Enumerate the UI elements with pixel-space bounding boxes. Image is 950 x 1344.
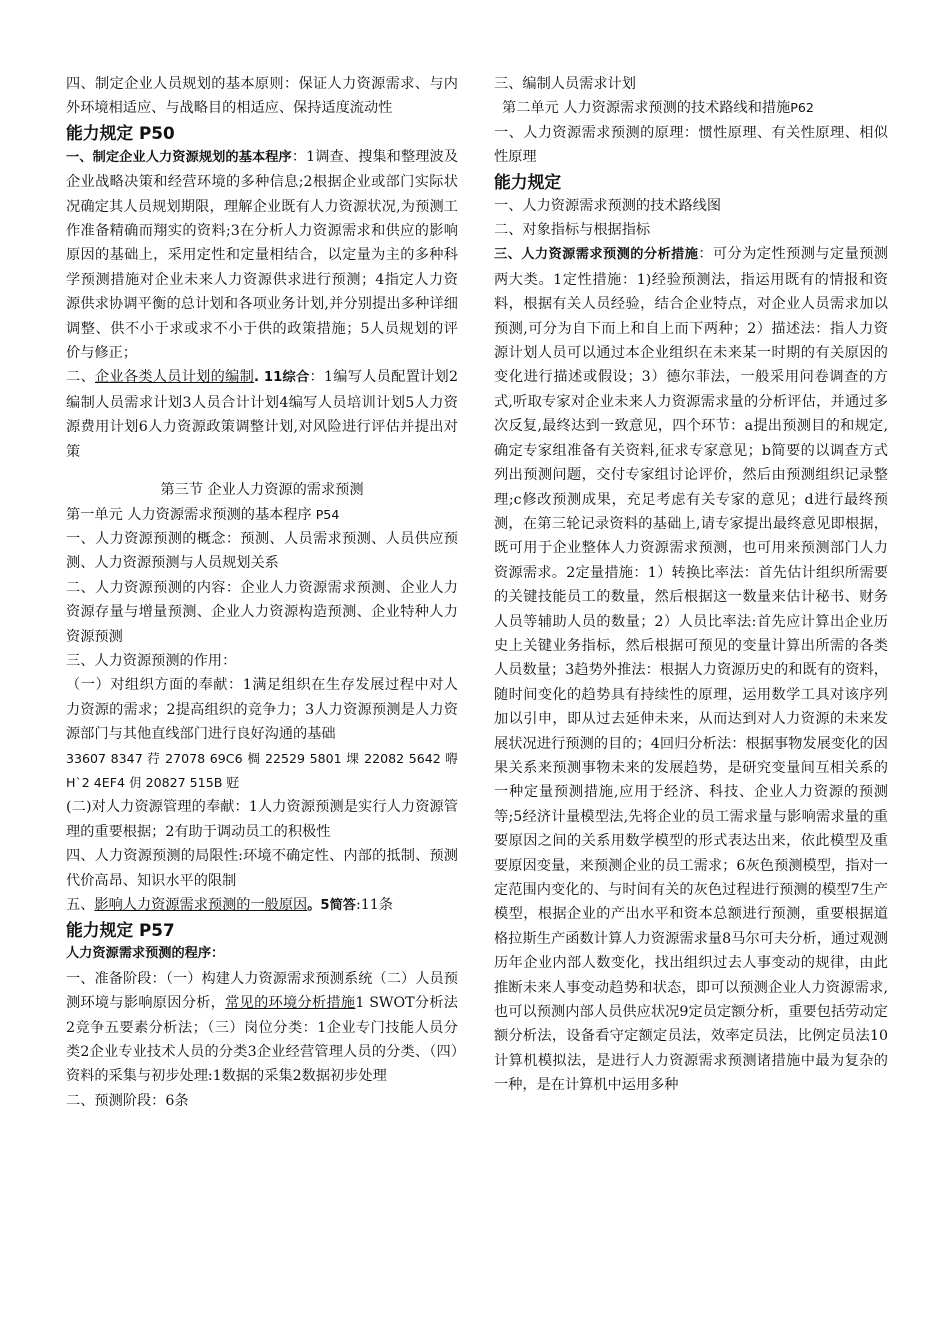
demand-plan-paragraph: 三、编制人员需求计划 — [494, 76, 636, 92]
unit2-title-text: 第二单元 人力资源需求预测的技术路线和措施 — [502, 100, 791, 117]
staff-plan-tag: . 11综合 — [254, 370, 310, 386]
prep-stage-text-a: 一、准备阶段：（一）构建人力资源需求预测系统（二）人员预测环境与影响原因分析， — [66, 970, 458, 1012]
factors-count: :11条 — [355, 897, 393, 913]
unit1-page: P54 — [311, 506, 340, 522]
demand-procedure-heading: 人力资源需求预测的程序： — [66, 946, 225, 962]
factors-prefix: 五、 — [66, 897, 95, 913]
forecast-concept-paragraph: 一、人力资源预测的概念：预测、人员需求预测、人员供应预测、人力资源预测与人员规划关系 — [66, 530, 458, 572]
prep-stage-underlined: 常见的环境分析措施 — [225, 995, 356, 1012]
forecast-principle-paragraph: 一、人力资源需求预测的原理：惯性原理、有关性原理、相似性原理 — [494, 124, 888, 166]
planning-procedure-label: 一、制定企业人力资源规划的基本程序 — [66, 149, 292, 165]
unit1-title-text: 第一单元 人力资源需求预测的基本程序 — [66, 506, 312, 523]
indicators-paragraph: 二、对象指标与根据指标 — [494, 222, 651, 239]
prep-stage-text-b: 1 SWOT分析法2竞争五要素分析法；（三）岗位分类：1企业专门技能人员分类2企业专业技术人员的分类3企业经营管理人员的分类、（四）资料的采集与初步处理:1数据的采集2数据初步处理 — [66, 995, 458, 1085]
prep-stage-paragraph — [66, 967, 458, 1089]
factors-paragraph — [66, 893, 458, 918]
staff-plan-paragraph — [66, 365, 458, 464]
forecast-stage-paragraph: 二、预测阶段：6条 — [66, 1092, 189, 1109]
planning-procedure-text: ：1调查、搜集和整理波及企业战略决策和经营环境的多种信息;2根据企业或部门实际状况确定其人员规划期限，理解企业既有人力资源状况,为预测工作准备精确而翔实的资料;3在分析人力资源需求和供应的影响原因的基础上，采用定性和定量相结合，以定量为主的多种科学预测措施对企业未来人力资源供求进行预测；4指定人力资源供求协调平衡的总计划和各项业务计划,并分别提出多种详细调整、供不小于求或求不小于供的政策措施；5人员规划的评价与修正； — [66, 148, 459, 362]
staff-plan-prefix: 二、 — [66, 369, 95, 386]
right-column — [494, 72, 888, 1098]
forecast-content-paragraph: 二、人力资源预测的内容：企业人力资源需求预测、企业人力资源存量与增量预测、企业人力资源构造预测、企业特种人力资源预测 — [66, 579, 458, 645]
left-column — [66, 72, 458, 1113]
planning-procedure-paragraph — [66, 145, 458, 366]
staff-plan-text: ：1编写人员配置计划2编制人员需求计划3人员合计计划4编写人员培训计划5人力资源费用计划6人力资源政策调整计划,对风险进行评估并提出对策 — [66, 369, 458, 460]
heading-ability-p50: 能力规定 P50 — [66, 122, 175, 143]
forecast-limits-paragraph: 四、人力资源预测的局限性:环境不确定性、内部的抵制、预测代价高昂、知识水平的限制 — [66, 848, 458, 889]
analysis-methods-paragraph — [494, 242, 888, 1097]
analysis-methods-text: ：可分为定性预测与定量预测两大类。1定性措施：1)经验预测法，指运用既有的情报和资料，根据有关人员经验，结合企业特点，对企业人员需求加以预测,可分为自下而上和自上而下两种；2）描述法：指人力资源计划人员可以通过本企业组织在未来某一时期的有关原因的变化进行描述或假设；3）德尔菲法，一般采用问卷调查的方式,听取专家对企业未来人力资源需求量的分析评估，并通过多次反复,最终达到一致意见，四个环节：a提出预测目的和规定,确定专家组准备有关资料,征求专家意见；b简要的以调查方式列出预测问题，交付专家组讨论评价，然后由预测组织记录整理;c修改预测成果，充足考虑有关专家的意见；d进行最终预测，在第三轮记录资料的基础上,请专家提出最终意见即根据，既可用于企业整体人力资源需求预测，也可用来预测部门人力资源需求。2定量措施：1）转换比率法：首先估计组织所需要的关键技能员工的数量，然后根据这一数量来估计秘书、财务人员等辅助人员的数量；2）人员比率法:首先应计算出企业历史上关键业务指标，然后根据可预见的变量计算出所需的各类人员数量；3趋势外推法：根据人力资源历史的和既有的资料，随时间变化的趋势具有持续性的原理，运用数学工具对该序列加以引申，即从过去延伸未来，从而达到对人力资源的未来发展状况进行预测的目的；4回归分析法：根据事物发展变化的因果关系来预测事物未来的发展趋势，是研究变量间互相关系的一种定量预测措施,应用于经济、科技、企业人力资源的预测等;5经济计量模型法,先将企业的员工需求量与影响需求量的重要原因之间的关系用数学模型的形式表达出来，依此模型及重要原因变量，来预测企业的员工需求；6灰色预测模型，指对一定范围内变化的、与时间有关的灰色过程进行预测的模型7生产模型，根据企业的产出水平和资本总额进行预测，重要根据道格拉斯生产函数计算人力资源需求量8马尔可夫分析，通过观测历年企业内部人数变化，找出组织过去人事变动的规律，由此推断未来人事变动趋势和状态，即可以预测企业人力资源需求,也可以预测内部人员供应状况9定员定额分析，重要包括劳动定额分析法，设备看守定额定员法，效率定员法，比例定员法10计算机模拟法，是进行人力资源需求预测诸措施中最为复杂的一种，是在计算机中运用多种 — [494, 246, 888, 1094]
principles-paragraph: 四、制定企业人员规划的基本原则：保证人力资源需求、与内外环境相适应、与战略目的相适应、保持适度流动性 — [66, 76, 458, 117]
unit1-title — [66, 503, 458, 527]
heading-ability: 能力规定 — [494, 171, 562, 192]
forecast-role-paragraph: 三、人力资源预测的作用： — [66, 652, 237, 669]
heading-ability-p57: 能力规定 P57 — [66, 920, 175, 941]
garbled-code-line: 33607 8347 荇 27078 69C6 椆 22529 5801 堁 22082 5642 嘚 H`2 4EF4 仴 20827 515B 觃 — [66, 750, 458, 790]
unit2-page: P62 — [790, 100, 814, 116]
staff-plan-underlined: 企业各类人员计划的编制 — [94, 369, 255, 386]
roadmap-paragraph: 一、人力资源需求预测的技术路线图 — [494, 197, 722, 214]
unit2-title — [494, 96, 888, 120]
section-title: 第三节 企业人力资源的需求预测 — [160, 482, 364, 499]
hr-contribution-paragraph: (二)对人力资源管理的奉献：1人力资源预测是实行人力资源管理的重要根据；2有助于调动员工的积极性 — [66, 799, 458, 840]
factors-tag: 。5简答 — [307, 898, 356, 913]
org-contribution-paragraph: （一）对组织方面的奉献：1满足组织在生存发展过程中对人力资源的需求；2提高组织的竞争力；3人力资源预测是人力资源部门与其他直线部门进行良好沟通的基础 — [66, 677, 458, 743]
factors-underlined: 影响人力资源需求预测的一般原因 — [94, 897, 308, 913]
analysis-methods-label: 三、人力资源需求预测的分析措施 — [494, 247, 699, 263]
